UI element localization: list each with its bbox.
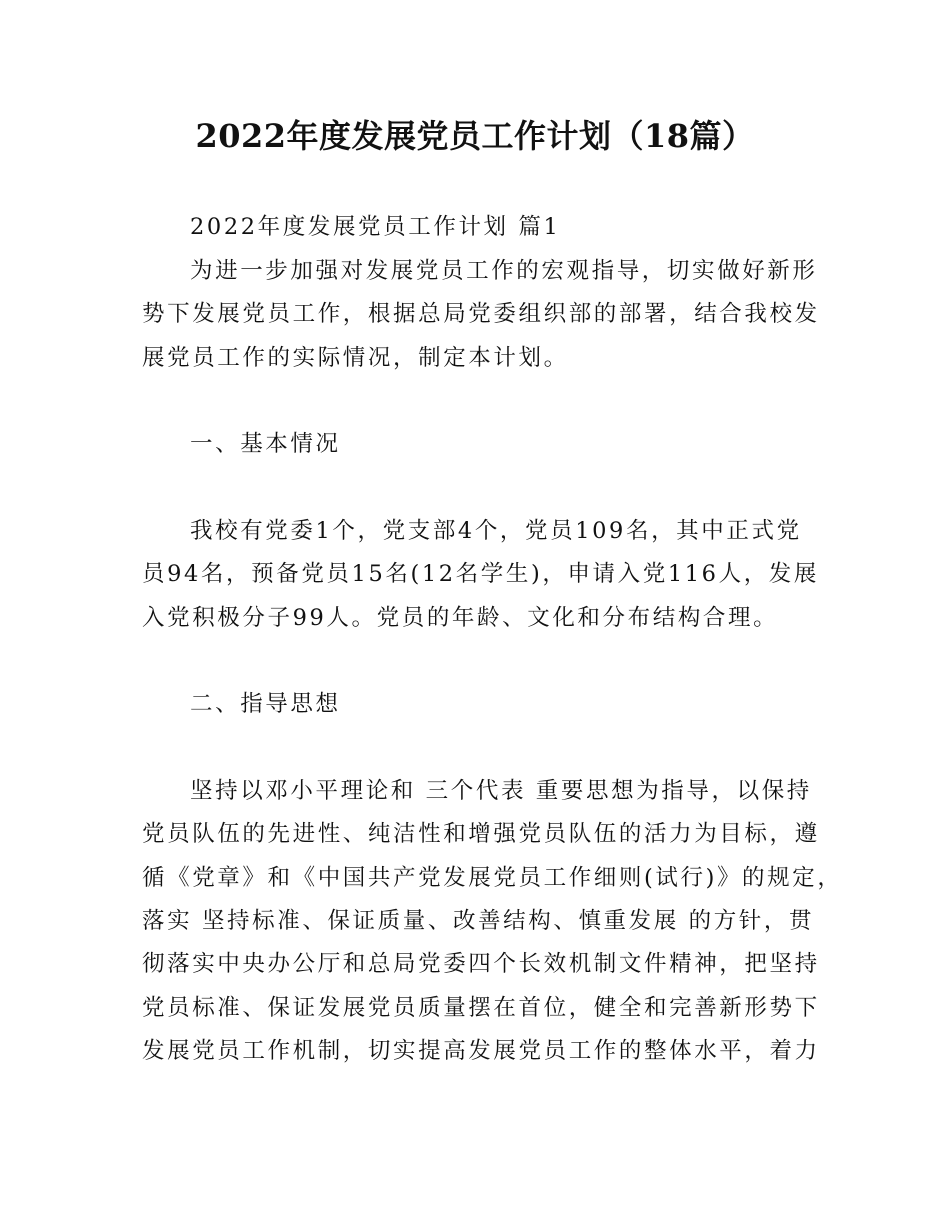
guiding-thought-line-3: 循《党章》和《中国共产党发展党员工作细则(试行)》的规定， xyxy=(142,865,843,891)
heading-basic-situation: 一、基本情况 xyxy=(190,431,341,457)
basic-situation-line-1: 我校有党委1个，党支部4个，党员109名，其中正式党 xyxy=(190,518,802,544)
intro-line-3: 展党员工作的实际情况，制定本计划。 xyxy=(142,345,569,371)
section-heading: 2022年度发展党员工作计划 篇1 xyxy=(190,214,561,240)
guiding-thought-line-4: 落实 坚持标准、保证质量、改善结构、慎重发展 的方针，贯 xyxy=(142,908,815,934)
intro-line-2: 势下发展党员工作，根据总局党委组织部的部署，结合我校发 xyxy=(142,301,820,327)
guiding-thought-line-2: 党员队伍的先进性、纯洁性和增强党员队伍的活力为目标，遵 xyxy=(142,821,820,847)
basic-situation-line-2: 员94名，预备党员15名(12名学生)，申请入党116人，发展 xyxy=(142,561,819,587)
heading-guiding-thought: 二、指导思想 xyxy=(190,691,341,717)
guiding-thought-line-6: 党员标准、保证发展党员质量摆在首位，健全和完善新形势下 xyxy=(142,995,820,1021)
guiding-thought-line-5: 彻落实中央办公厅和总局党委四个长效机制文件精神，把坚持 xyxy=(142,951,820,977)
intro-line-1: 为进一步加强对发展党员工作的宏观指导，切实做好新形 xyxy=(190,258,818,284)
basic-situation-line-3: 入党积极分子99人。党员的年龄、文化和分布结构合理。 xyxy=(142,605,779,631)
document-title: 2022年度发展党员工作计划（18篇） xyxy=(195,117,755,155)
guiding-thought-line-1: 坚持以邓小平理论和 三个代表 重要思想为指导，以保持 xyxy=(190,778,812,804)
guiding-thought-line-7: 发展党员工作机制，切实提高发展党员工作的整体水平，着力 xyxy=(142,1038,820,1064)
